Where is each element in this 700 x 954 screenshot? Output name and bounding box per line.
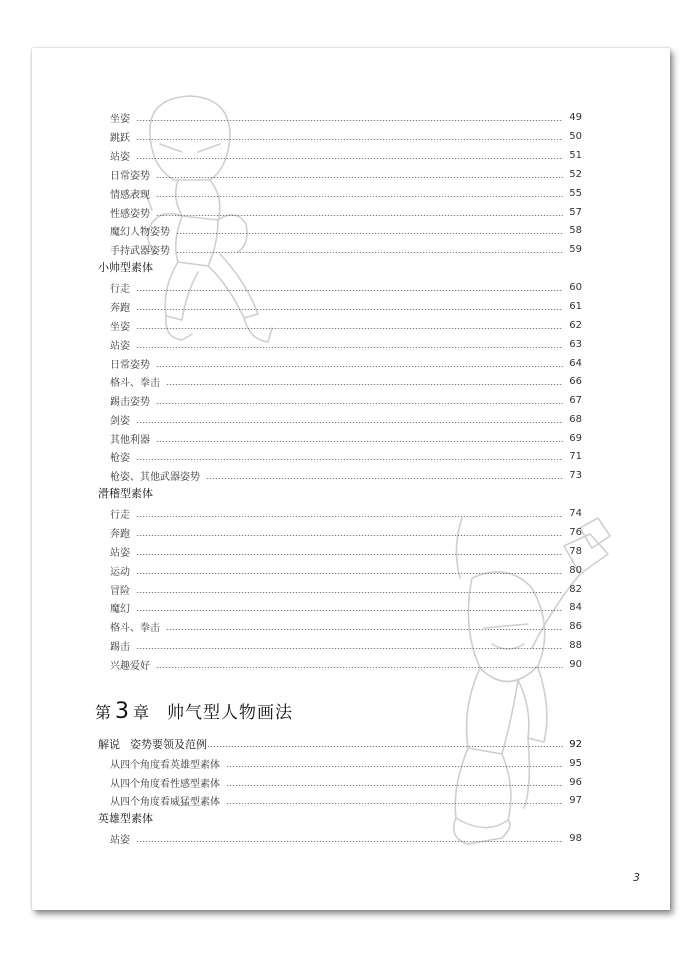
toc-entry[interactable]: [110, 542, 582, 561]
toc-entry-page: 97: [569, 795, 582, 806]
toc-entry-title: 日常姿势: [110, 171, 150, 182]
toc-entry-title: 奔跑: [110, 303, 130, 314]
dot-leader: [226, 785, 563, 786]
toc-entry-title: 踢击: [110, 642, 130, 653]
dot-leader: [136, 592, 563, 593]
dot-leader: [136, 309, 563, 310]
toc-entry-title: 从四个角度看威猛型素体: [110, 797, 220, 808]
dot-leader: [136, 459, 563, 460]
toc-entry[interactable]: [110, 221, 582, 240]
toc-entry-page: 63: [569, 339, 582, 350]
toc-entry-title: 站姿: [110, 152, 130, 163]
toc-entry[interactable]: [110, 580, 582, 599]
toc-entry[interactable]: [110, 429, 582, 448]
page-number: 3: [633, 871, 640, 884]
toc-entry-page: 52: [569, 169, 582, 180]
toc-entry[interactable]: [110, 829, 582, 848]
toc-entry[interactable]: [110, 754, 582, 773]
toc-entry-title: 坐姿: [110, 114, 130, 125]
toc-entry-page: 61: [569, 301, 582, 312]
toc-entry-page: 78: [569, 546, 582, 557]
dot-leader: [156, 177, 563, 178]
toc-entry-page: 96: [569, 777, 582, 788]
dot-leader: [136, 139, 563, 140]
toc-entry[interactable]: [110, 391, 582, 410]
toc-entry[interactable]: [110, 617, 582, 636]
toc-entry[interactable]: [110, 146, 582, 165]
toc-entry-page: 49: [569, 112, 582, 123]
toc-entry-page: 86: [569, 621, 582, 632]
dot-leader: [136, 554, 563, 555]
chapter-number: 3: [115, 699, 130, 724]
toc-entry-title: 姿势要领及范例: [130, 738, 207, 751]
dot-leader: [136, 120, 563, 121]
toc-entry[interactable]: [110, 335, 582, 354]
toc-entry-page: 71: [569, 451, 582, 462]
toc-entry[interactable]: [110, 165, 582, 184]
toc-entry-title: 剑姿: [110, 416, 130, 427]
toc-entry-title: 坐姿: [110, 322, 130, 333]
section-heading-xiaoshuai[interactable]: 小帅型素体: [98, 261, 153, 274]
dot-leader: [136, 516, 563, 517]
toc-entry-page: 57: [569, 207, 582, 218]
toc-entry-page: 98: [569, 833, 582, 844]
toc-entry-title: 站姿: [110, 548, 130, 559]
toc-entry-title: 手持武器姿势: [110, 246, 170, 257]
toc-entry[interactable]: [110, 636, 582, 655]
toc-entry-page: 62: [569, 320, 582, 331]
dot-leader: [156, 667, 563, 668]
dot-leader: [136, 535, 563, 536]
toc-entry-title: 格斗、拳击: [110, 623, 160, 634]
toc-entry-page: 64: [569, 358, 582, 369]
dot-leader: [207, 746, 563, 747]
toc-entry[interactable]: [110, 523, 582, 542]
dot-leader: [136, 347, 563, 348]
dot-leader: [136, 648, 563, 649]
toc-entry-page: 92: [569, 738, 582, 750]
toc-entry-page: 76: [569, 527, 582, 538]
toc-entry[interactable]: [110, 504, 582, 523]
table-of-contents: [32, 48, 670, 910]
toc-entry-page: 95: [569, 758, 582, 769]
toc-entry[interactable]: [110, 466, 582, 485]
dot-leader: [136, 610, 563, 611]
toc-entry[interactable]: [110, 561, 582, 580]
toc-entry-page: 67: [569, 395, 582, 406]
toc-entry-page: 66: [569, 376, 582, 387]
toc-entry-page: 69: [569, 433, 582, 444]
toc-entry[interactable]: [110, 773, 582, 792]
toc-entry[interactable]: [110, 278, 582, 297]
intro-tag: 解说: [98, 738, 120, 751]
toc-entry-title: 站姿: [110, 835, 130, 846]
toc-entry[interactable]: [110, 127, 582, 146]
toc-entry-intro[interactable]: [98, 735, 582, 753]
toc-entry-page: 82: [569, 584, 582, 595]
dot-leader: [136, 290, 563, 291]
toc-entry-page: 90: [569, 659, 582, 670]
toc-entry[interactable]: [110, 410, 582, 429]
dot-leader: [136, 841, 563, 842]
dot-leader: [156, 215, 563, 216]
dot-leader: [136, 328, 563, 329]
toc-entry-title: 格斗、拳击: [110, 378, 160, 389]
toc-entry-title: 魔幻人物姿势: [110, 227, 170, 238]
dot-leader: [206, 478, 563, 479]
toc-entry-title: 情感表现: [110, 190, 150, 201]
toc-entry-title: 从四个角度看性感型素体: [110, 779, 220, 790]
toc-entry[interactable]: [110, 203, 582, 222]
toc-entry[interactable]: [110, 240, 582, 259]
toc-entry[interactable]: [110, 791, 582, 810]
toc-entry-page: 50: [569, 131, 582, 142]
toc-entry-title: 奔跑: [110, 529, 130, 540]
toc-entry[interactable]: [110, 598, 582, 617]
toc-entry-title: 枪姿: [110, 453, 130, 464]
toc-entry-title: 站姿: [110, 341, 130, 352]
toc-entry-page: 73: [569, 470, 582, 481]
section-heading-huaji[interactable]: 滑稽型素体: [98, 487, 153, 500]
toc-entry[interactable]: [110, 447, 582, 466]
toc-entry-title: 行走: [110, 284, 130, 295]
dot-leader: [166, 384, 563, 385]
section-heading-yingxiong[interactable]: 英雄型素体: [98, 812, 153, 825]
dot-leader: [166, 629, 563, 630]
toc-entry-page: 68: [569, 414, 582, 425]
toc-entry[interactable]: [110, 354, 582, 373]
book-page: [32, 48, 670, 910]
toc-entry[interactable]: [110, 655, 582, 674]
chapter-prefix: 第: [95, 703, 112, 722]
toc-entry[interactable]: [110, 372, 582, 391]
toc-entry-title: 兴趣爱好: [110, 661, 150, 672]
dot-leader: [136, 422, 563, 423]
chapter-suffix: 章: [133, 703, 150, 722]
dot-leader: [226, 766, 563, 767]
dot-leader: [226, 803, 563, 804]
toc-entry-title: 冒险: [110, 586, 130, 597]
dot-leader: [176, 233, 563, 234]
toc-entry-page: 60: [569, 282, 582, 293]
toc-entry-page: 88: [569, 640, 582, 651]
toc-entry-title: 枪姿、其他武器姿势: [110, 472, 200, 483]
dot-leader: [156, 441, 563, 442]
toc-entry-title: 踢击姿势: [110, 397, 150, 408]
toc-entry-page: 80: [569, 565, 582, 576]
toc-entry-title: 性感姿势: [110, 209, 150, 220]
toc-entry-page: 51: [569, 150, 582, 161]
toc-entry-page: 74: [569, 508, 582, 519]
toc-entry-page: 84: [569, 602, 582, 613]
toc-entry[interactable]: [110, 184, 582, 203]
dot-leader: [176, 252, 563, 253]
toc-entry[interactable]: [110, 316, 582, 335]
chapter-title: 帅气型人物画法: [167, 703, 294, 723]
toc-entry-title: 行走: [110, 510, 130, 521]
dot-leader: [156, 366, 563, 367]
toc-entry-title: 跳跃: [110, 133, 130, 144]
toc-entry-title: 日常姿势: [110, 360, 150, 371]
toc-entry-title: 魔幻: [110, 604, 130, 615]
dot-leader: [156, 196, 563, 197]
toc-entry-title: 其他利器: [110, 435, 150, 446]
dot-leader: [136, 158, 563, 159]
toc-entry[interactable]: [110, 108, 582, 127]
toc-entry-page: 58: [569, 225, 582, 236]
toc-entry-title: 运动: [110, 567, 130, 578]
dot-leader: [156, 403, 563, 404]
toc-entry-page: 59: [569, 244, 582, 255]
dot-leader: [136, 573, 563, 574]
chapter-heading[interactable]: [95, 698, 293, 728]
toc-entry[interactable]: [110, 297, 582, 316]
toc-entry-title: 从四个角度看英雄型素体: [110, 760, 220, 771]
toc-entry-page: 55: [569, 188, 582, 199]
